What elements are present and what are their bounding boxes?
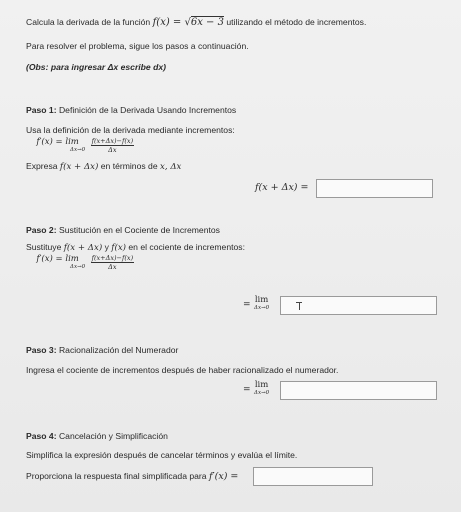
final-answer-input[interactable]: [253, 467, 373, 486]
step2-description: Sustituye f(x + Δx) y f(x) en el cociente de incrementos:: [26, 242, 245, 253]
sqrt-radicand: 6x − 3: [190, 17, 224, 28]
step2-limit: lim Δx→0: [254, 295, 270, 311]
step1-answer-label: f(x + Δx) =: [255, 182, 309, 193]
step4-description: Simplifica la expresión después de cancelar términos y evalúa el límite.: [26, 450, 298, 460]
step1-title: Paso 1: Definición de la Derivada Usando Incrementos: [26, 105, 237, 115]
step1-answer-input[interactable]: [316, 179, 433, 198]
step3-description: Ingresa el cociente de incrementos después de haber racionalizado el numerador.: [26, 365, 339, 375]
input-note: (Obs: para ingresar Δx escribe dx): [26, 62, 166, 72]
statement-text-end: utilizando el método de incrementos.: [226, 17, 367, 27]
step3-answer-input[interactable]: [280, 381, 437, 400]
step3-equals: =: [243, 385, 251, 395]
step1-derivative-formula: f′(x) = lim Δx→0 $\frac{f(x+\Delta x)-f(x)}{\Delta x}$: [36, 136, 134, 154]
step2-equals: =: [243, 300, 251, 310]
step4-title: Paso 4: Cancelación y Simplificación: [26, 431, 168, 441]
final-answer-label: Proporciona la respuesta final simplificada para f′(x) =: [26, 471, 239, 482]
statement-text: Calcula la derivada de la función: [26, 17, 151, 27]
step1-description: Usa la definición de la derivada mediante incrementos:: [26, 125, 235, 135]
instructions-text: Para resolver el problema, sigue los pasos a continuación.: [26, 41, 249, 51]
sqrt-symbol: √: [184, 17, 191, 28]
step3-limit: lim Δx→0: [254, 380, 270, 396]
problem-statement: [26, 17, 366, 28]
step2-derivative-formula: f′(x) = lim Δx→0 $\frac{f(x+\Delta x)-f(x)}{\Delta x}$: [36, 253, 134, 271]
step2-answer-input[interactable]: [280, 296, 437, 315]
text-cursor-stem: [299, 302, 300, 310]
step3-title: Paso 3: Racionalización del Numerador: [26, 345, 179, 355]
function-expression: f(x) =: [152, 17, 185, 28]
step1-express-text: Expresa f(x + Δx) en términos de x, Δx: [26, 161, 182, 172]
step2-title: Paso 2: Sustitución en el Cociente de Incrementos: [26, 225, 220, 235]
